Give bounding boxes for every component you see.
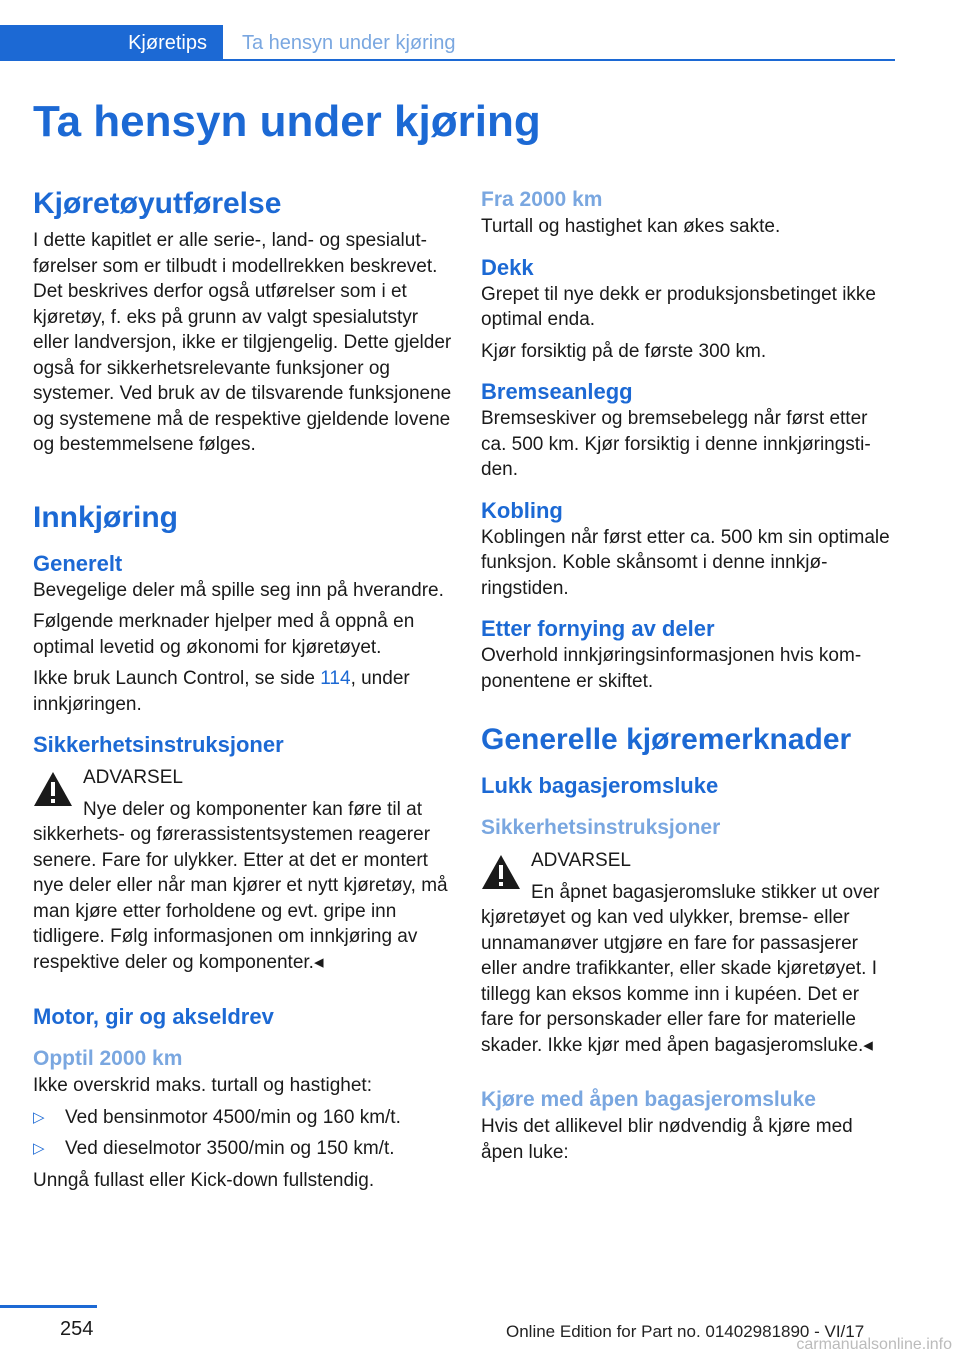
heading-tires: Dekk <box>481 254 534 280</box>
heading-engine: Motor, gir og akseldrev <box>33 1004 274 1029</box>
list-item-text: Ved bensinmotor 4500/min og 160 km/t. <box>65 1106 401 1128</box>
paragraph-tires-1: Grepet til nye dekk er produksjonsbetinget ikke optimal enda. <box>481 283 876 330</box>
bullet-icon: ▷ <box>33 1140 45 1157</box>
heading-safety: Sikkerhetsinstruksjoner <box>33 732 284 757</box>
heading-clutch: Kobling <box>481 497 563 523</box>
warning-icon <box>33 771 73 807</box>
warning-icon <box>481 854 521 890</box>
page-header <box>0 25 895 61</box>
paragraph-variant: I dette kapitlet er alle serie-, land- og spesialutførelser som er tilbudt i modellrekken beskrevet. Det beskrives derfor også utførelser som i et kjøretøy, f. eks på grunn av valgt spesialutstyr eller landversjon, ikke er tilgjengelig. Dette gjelder også for sikkerhetsrelevante funksjoner og systemer. Ved bruk av de tilsvarende funksjonene og systemene må de respektive gjeldende lovene og bestemmelsene følges. <box>33 230 452 455</box>
warning-box <box>33 765 453 797</box>
paragraph-upto: Ikke overskrid maks. turtall og hastighet: <box>33 1075 372 1096</box>
paragraph-launch <box>33 666 453 717</box>
heading-replace: Etter fornying av deler <box>481 616 715 641</box>
paragraph-general-2: Følgende merknader hjelper med å oppnå en optimal levetid og økonomi for kjøretøyet. <box>33 611 415 658</box>
page-link[interactable]: 114 <box>320 668 351 689</box>
warning-text: Nye deler og komponenter kan føre til at sikkerhets- og førerassistentsystemen reagerer senere. Fare for ulykker. Etter at det er montert nye deler eller når man kjører et nytt kjøretøy, må man kjøre etter forholdene og evt. gripe inn tidligere. Følg informasjonen om innkjøring av respektive deler og komponenter.◂ <box>33 798 448 973</box>
footer-rule <box>0 1305 97 1308</box>
paragraph-general-1: Bevegelige deler må spille seg inn på hverandre. <box>33 579 444 601</box>
heading-upto: Opptil 2000 km <box>33 1047 183 1070</box>
paragraph-from: Turtall og hastighet kan økes sakte. <box>481 216 781 237</box>
subsection-tab[interactable]: Ta hensyn under kjøring <box>242 32 456 54</box>
section-tab[interactable]: Kjøretips <box>0 25 223 61</box>
right-column <box>481 186 897 1165</box>
paragraph-tires-2: Kjør forsiktig på de første 300 km. <box>481 340 767 362</box>
heading-safety-right: Sikkerhetsinstruksjoner <box>481 816 721 839</box>
launch-text: Ikke bruk Launch Control, se side <box>33 668 321 689</box>
bullet-icon: ▷ <box>33 1108 45 1126</box>
heading-notes: Generelle kjøremerknader <box>481 723 852 756</box>
paragraph-kickdown: Unngå fullast eller Kick-down fullstendig. <box>33 1169 375 1191</box>
page-number: 254 <box>60 1318 94 1340</box>
warning-label: ADVARSEL <box>531 850 631 871</box>
edition-text: Online Edition for Part no. 01402981890 - VI/17 <box>506 1322 865 1341</box>
paragraph-clutch: Koblingen når først etter ca. 500 km sin optimale funksjon. Koble skånsomt i denne innkjøringstiden. <box>481 526 890 599</box>
warning-box <box>481 848 897 880</box>
launch-text-end: , under innkjøringen. <box>33 668 410 715</box>
warning-label: ADVARSEL <box>83 767 183 788</box>
heading-variant: Kjøretøyutførelse <box>33 187 282 220</box>
page-title: Ta hensyn under kjøring <box>33 97 541 146</box>
heading-from: Fra 2000 km <box>481 188 603 211</box>
watermark: carmanualsonline.info <box>796 1336 952 1353</box>
paragraph-open-trunk: Hvis det allikevel blir nødvendig å kjøre med åpen luke: <box>481 1116 853 1163</box>
paragraph-replace: Overhold innkjøringsinformasjonen hvis komponentene er skiftet. <box>481 645 862 692</box>
heading-breakin: Innkjøring <box>33 500 178 534</box>
paragraph-brakes: Bremseskiver og bremsebelegg når først etter ca. 500 km. Kjør forsiktig i denne innkjøringstiden. <box>481 408 871 480</box>
heading-brakes: Bremseanlegg <box>481 379 633 404</box>
heading-trunk: Lukk bagasjeromsluke <box>481 773 719 798</box>
list-item <box>33 1105 453 1131</box>
header-rule <box>223 59 895 61</box>
left-column <box>33 186 453 1193</box>
heading-general: Generelt <box>33 550 123 576</box>
heading-open-trunk: Kjøre med åpen bagasjeromsluke <box>481 1088 816 1111</box>
warning-text: En åpnet bagasjeromsluke stikker ut over kjøretøyet og kan ved ulykker, bremse- eller unnamanøver utgjøre en fare for passasjerer eller andre trafikkanter, eller skade kjøretøyet. I tillegg kan eksos komme inn i kupéen. Det er fare for personskader eller fare for materielle skader. Ikke kjør med åpen bagasjeromsluke.◂ <box>481 881 880 1056</box>
list-item <box>33 1136 453 1162</box>
list-item-text: Ved dieselmotor 3500/min og 150 km/t. <box>65 1138 395 1159</box>
